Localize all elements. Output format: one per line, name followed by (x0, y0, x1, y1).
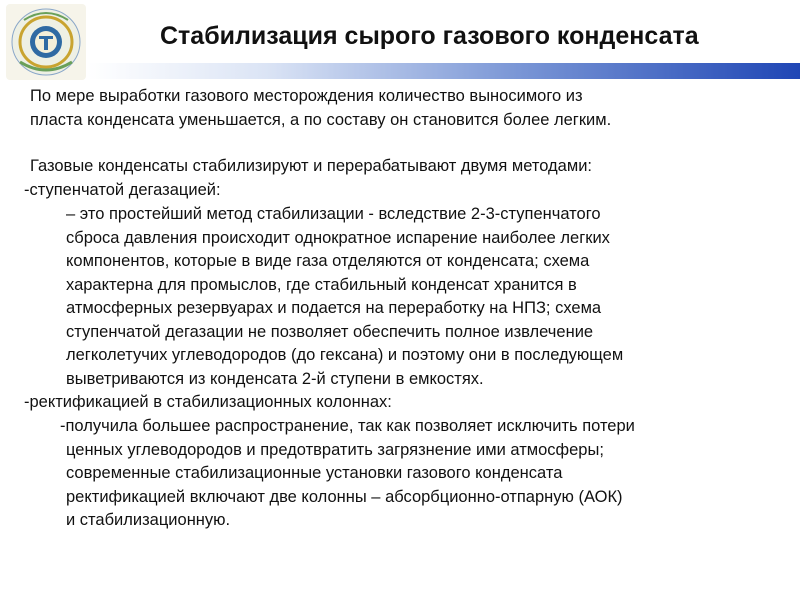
method2-line-5: и стабилизационную. (66, 511, 231, 529)
title-underline-bar (88, 63, 800, 79)
method2-heading: -ректификацией в стабилизационных колоннах: (24, 393, 392, 411)
method2-line-4: ректификацией включают две колонны – абсорбционно-отпарную (АОК) (66, 487, 623, 506)
method1-heading: -ступенчатой дегазацией: (24, 180, 221, 199)
method2-line-3: современные стабилизационные установки газового конденсата (66, 464, 563, 482)
method1-line-4: характерна для промыслов, где стабильный конденсат хранится в (66, 275, 577, 294)
method1-line-3: компонентов, которые в виде газа отделяются от конденсата; схема (66, 252, 590, 270)
methods-intro: Газовые конденсаты стабилизируют и перерабатывают двумя методами: (30, 157, 592, 175)
method2-line-1: -получила большее распространение, так как позволяет исключить потери (60, 417, 635, 435)
method1-line-1: – это простейший метод стабилизации - вследствие 2-3-ступенчатого (66, 205, 601, 223)
intro-line-2: пласта конденсата уменьшается, а по составу он становится более легким. (30, 110, 612, 129)
method1-line-2: сброса давления происходит однократное испарение наиболее легких (66, 228, 610, 247)
intro-line-1: По мере выработки газового месторождения количество выносимого из (30, 87, 583, 105)
method1-line-6: ступенчатой дегазации не позволяет обеспечить полное извлечение (66, 322, 594, 341)
slide-title: Стабилизация сырого газового конденсата (160, 22, 699, 50)
method1-line-8: выветриваются из конденсата 2-й ступени в емкостях. (66, 369, 484, 388)
method2-line-2: ценных углеводородов и предотвратить загрязнение ими атмосферы; (66, 440, 604, 459)
method1-line-5: атмосферных резервуарах и подается на переработку на НПЗ; схема (66, 299, 602, 317)
university-emblem-icon (6, 4, 86, 80)
method1-line-7: легколетучих углеводородов (до гексана) и поэтому они в последующем (66, 346, 624, 364)
